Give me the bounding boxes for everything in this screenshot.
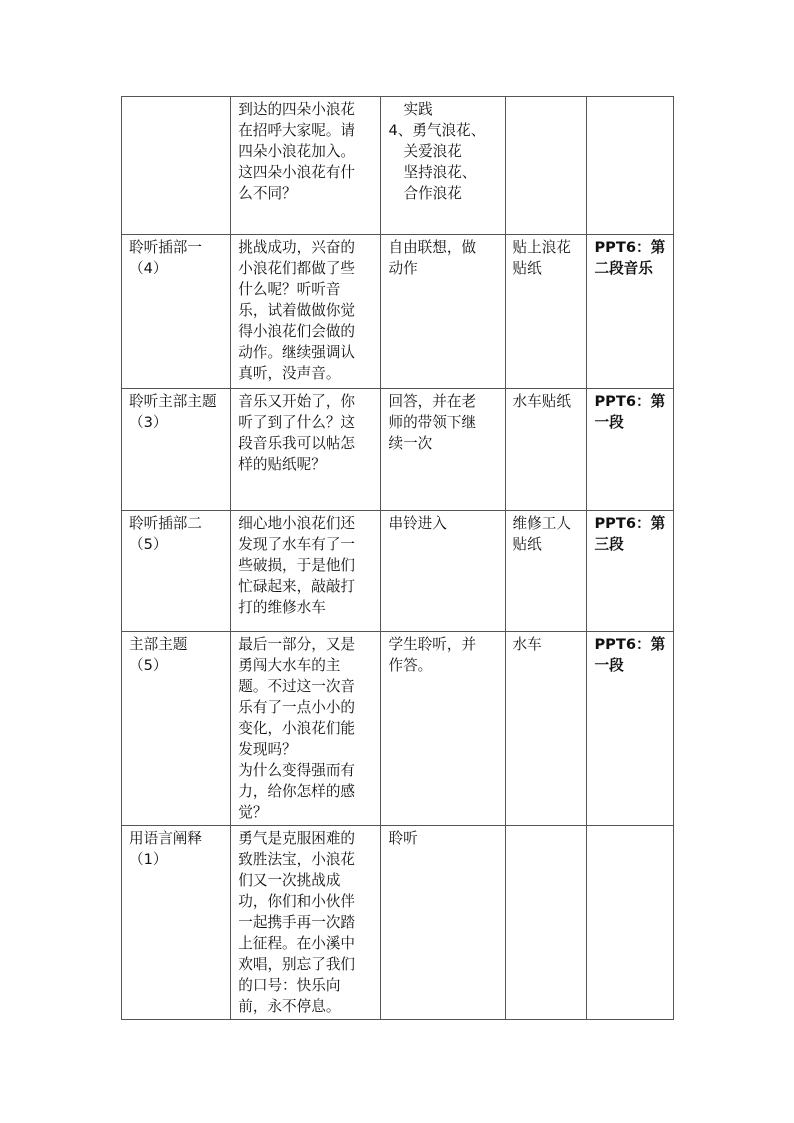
table-row xyxy=(122,389,674,511)
cell-line: 么不同？ xyxy=(238,185,297,202)
ppt-cell xyxy=(587,632,674,826)
cell-line: 段音乐我可以帖怎 xyxy=(238,435,356,452)
cell-line: 挑战成功，兴奋的 xyxy=(238,239,356,256)
cell-line: 细心地小浪花们还 xyxy=(238,515,356,532)
cell-line: 勇气是克服困难的 xyxy=(238,830,356,847)
cell-line: 发现吗？ xyxy=(238,741,297,758)
student-activity-cell xyxy=(381,389,505,511)
lesson-plan-table xyxy=(121,96,674,1020)
cell-line: 什么呢？听听音 xyxy=(238,281,341,298)
cell-line: 前，永不停息。 xyxy=(238,998,341,1015)
cell-line: 功，你们和小伙伴 xyxy=(238,893,356,910)
ppt-cell xyxy=(587,511,674,632)
student-activity-cell xyxy=(381,235,505,389)
cell-line: 小浪花们都做了些 xyxy=(238,260,356,277)
cell-line: PPT6：第 xyxy=(594,515,666,532)
ppt-cell xyxy=(587,826,674,1020)
cell-line: 动作 xyxy=(388,260,418,277)
cell-line: 忙碌起来，敲敲打 xyxy=(238,578,356,595)
cell-line: 变化，小浪花们能 xyxy=(238,720,356,737)
cell-line: 乐有了一点小小的 xyxy=(238,699,356,716)
material-cell xyxy=(505,826,587,1020)
cell-line: 实践 xyxy=(403,101,433,118)
cell-line: PPT6：第 xyxy=(594,636,666,653)
cell-line: 动作。继续强调认 xyxy=(238,344,356,361)
cell-line: 水车贴纸 xyxy=(512,393,571,410)
teacher-activity-cell xyxy=(231,632,381,826)
ppt-cell xyxy=(587,235,674,389)
cell-line: 致胜法宝，小浪花 xyxy=(238,851,356,868)
student-activity-cell xyxy=(381,511,505,632)
teacher-activity-cell xyxy=(231,235,381,389)
cell-line: 们又一次挑战成 xyxy=(238,872,341,889)
table-row xyxy=(122,826,674,1020)
cell-line: 坚持浪花、 xyxy=(403,164,477,181)
cell-line: 音乐又开始了，你 xyxy=(238,393,356,410)
cell-line: 一段 xyxy=(594,414,624,431)
cell-line: 贴上浪花 xyxy=(512,239,571,256)
cell-line: 4、勇气浪花、 xyxy=(388,122,486,139)
cell-line: 二段音乐 xyxy=(594,260,653,277)
material-cell xyxy=(505,389,587,511)
cell-line: 觉？ xyxy=(238,804,268,821)
cell-line: 串铃进入 xyxy=(388,515,447,532)
cell-line: 为什么变得强而有 xyxy=(238,762,356,779)
cell-line: 听了到了什么？这 xyxy=(238,414,356,431)
cell-line: 勇闯大水车的主 xyxy=(238,657,341,674)
student-activity-cell xyxy=(381,97,505,235)
cell-line: 主部主题 xyxy=(129,636,188,653)
student-activity-cell xyxy=(381,632,505,826)
ppt-cell xyxy=(587,389,674,511)
cell-line: PPT6：第 xyxy=(594,239,666,256)
ppt-cell xyxy=(587,97,674,235)
cell-line: （3） xyxy=(129,414,168,431)
cell-line: 聆听 xyxy=(388,830,418,847)
cell-line: 的口号：快乐向 xyxy=(238,977,341,994)
teacher-activity-cell xyxy=(231,97,381,235)
section-cell xyxy=(122,235,231,389)
cell-line: 聆听主部主题 xyxy=(129,393,217,410)
cell-line: 四朵小浪花加入。 xyxy=(238,143,356,160)
section-cell xyxy=(122,511,231,632)
cell-line: 在招呼大家呢。请 xyxy=(238,122,356,139)
cell-line: 关爱浪花 xyxy=(403,143,462,160)
cell-line: 一起携手再一次踏 xyxy=(238,914,356,931)
cell-line: 欢唱，别忘了我们 xyxy=(238,956,356,973)
cell-line: 维修工人 xyxy=(512,515,571,532)
table-row xyxy=(122,235,674,389)
material-cell xyxy=(505,97,587,235)
cell-line: 最后一部分，又是 xyxy=(238,636,356,653)
teacher-activity-cell xyxy=(231,389,381,511)
cell-line: 合作浪花 xyxy=(403,185,462,202)
cell-line: 贴纸 xyxy=(512,260,542,277)
section-cell xyxy=(122,389,231,511)
cell-line: 样的贴纸呢？ xyxy=(238,456,326,473)
section-cell xyxy=(122,97,231,235)
cell-line: 真听，没声音。 xyxy=(238,365,341,382)
cell-line: 续一次 xyxy=(388,435,433,452)
cell-line: PPT6：第 xyxy=(594,393,666,410)
section-cell xyxy=(122,632,231,826)
table-row xyxy=(122,632,674,826)
cell-line: 自由联想，做 xyxy=(388,239,477,256)
cell-line: 到达的四朵小浪花 xyxy=(238,101,356,118)
cell-line: （4） xyxy=(129,260,168,277)
teacher-activity-cell xyxy=(231,511,381,632)
student-activity-cell xyxy=(381,826,505,1020)
cell-line: 上征程。在小溪中 xyxy=(238,935,356,952)
cell-line: 一段 xyxy=(594,657,624,674)
material-cell xyxy=(505,511,587,632)
cell-line: 水车 xyxy=(512,636,542,653)
section-cell xyxy=(122,826,231,1020)
cell-line: 些破损，于是他们 xyxy=(238,557,356,574)
cell-line: 聆听插部二 xyxy=(129,515,202,532)
cell-line: 打的维修水车 xyxy=(238,599,326,616)
cell-line: 学生聆听，并 xyxy=(388,636,477,653)
cell-line: 用语言阐释 xyxy=(129,830,202,847)
cell-line: （5） xyxy=(129,657,168,674)
cell-line: 师的带领下继 xyxy=(388,414,477,431)
material-cell xyxy=(505,235,587,389)
material-cell xyxy=(505,632,587,826)
cell-line: 这四朵小浪花有什 xyxy=(238,164,356,181)
table-row xyxy=(122,511,674,632)
table-row xyxy=(122,97,674,235)
cell-line: 作答。 xyxy=(388,657,433,674)
cell-line: 三段 xyxy=(594,536,624,553)
teacher-activity-cell xyxy=(231,826,381,1020)
cell-line: 题。不过这一次音 xyxy=(238,678,356,695)
cell-line: （1） xyxy=(129,851,168,868)
cell-line: （5） xyxy=(129,536,168,553)
cell-line: 回答，并在老 xyxy=(388,393,477,410)
cell-line: 乐，试着做做你觉 xyxy=(238,302,356,319)
cell-line: 力，给你怎样的感 xyxy=(238,783,356,800)
cell-line: 贴纸 xyxy=(512,536,542,553)
cell-line: 得小浪花们会做的 xyxy=(238,323,356,340)
cell-line: 聆听插部一 xyxy=(129,239,202,256)
cell-line: 发现了水车有了一 xyxy=(238,536,356,553)
